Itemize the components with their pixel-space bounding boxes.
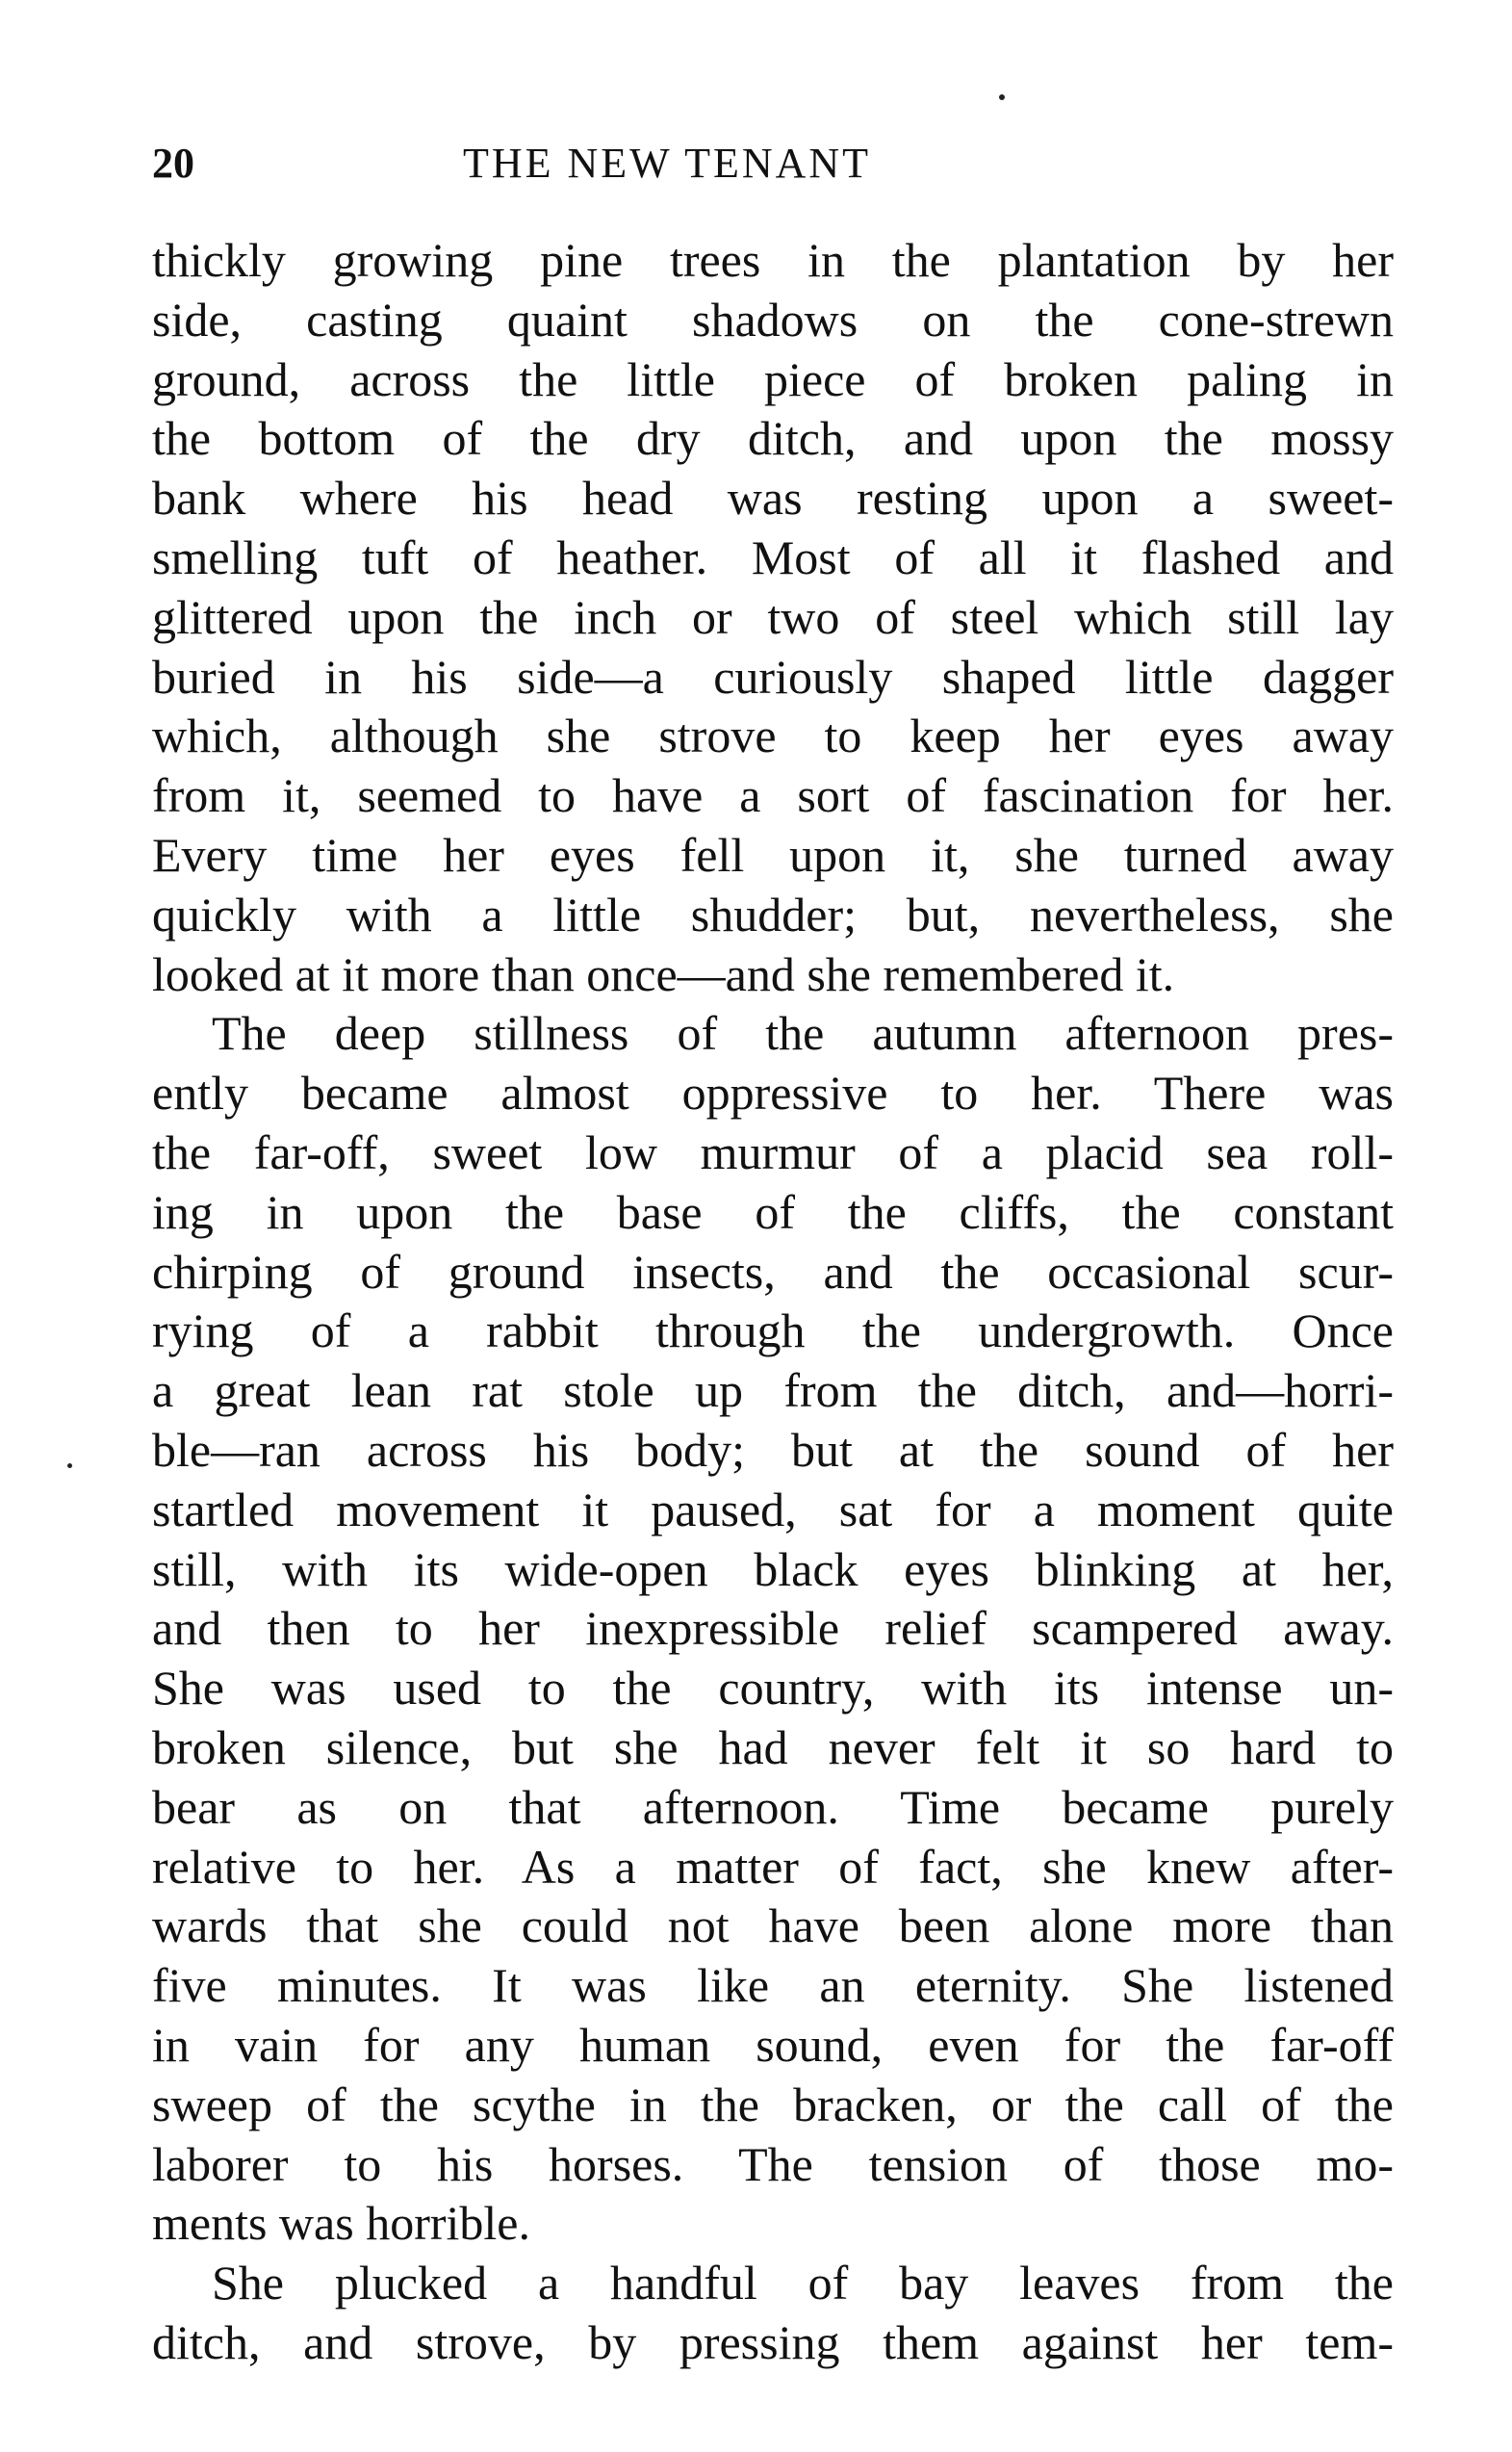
text-line: ditch, and strove, by pressing them against her tem-: [152, 2314, 1394, 2369]
text-line: thickly growing pine trees in the plantation by her: [152, 233, 1394, 287]
text-line: rying of a rabbit through the undergrowth. Once: [152, 1303, 1394, 1358]
text-line: glittered upon the inch or two of steel which still lay: [152, 589, 1394, 644]
text-line: the bottom of the dry ditch, and upon the mossy: [152, 411, 1394, 466]
ink-speck: [67, 1463, 72, 1468]
text-line: five minutes. It was like an eternity. She listened: [152, 1958, 1394, 2013]
text-line: startled movement it paused, sat for a moment quite: [152, 1482, 1394, 1536]
paragraph: [152, 2254, 1394, 2373]
text-line: She was used to the country, with its intense un-: [152, 1661, 1394, 1716]
text-line: laborer to his horses. The tension of those mo-: [152, 2136, 1394, 2191]
text-line: still, with its wide-open black eyes blinking at her,: [152, 1541, 1394, 1596]
text-line: She plucked a handful of bay leaves from the: [212, 2256, 1394, 2310]
text-line: relative to her. As a matter of fact, she knew after-: [152, 1839, 1394, 1894]
text-line: ments was horrible.: [152, 2196, 530, 2251]
text-line: wards that she could not have been alone more than: [152, 1898, 1394, 1953]
text-line: from it, seemed to have a sort of fascination for her.: [152, 768, 1394, 823]
paragraph: [152, 1004, 1394, 2254]
text-line: broken silence, but she had never felt it so hard to: [152, 1719, 1394, 1774]
text-line: chirping of ground insects, and the occasional scur-: [152, 1244, 1394, 1299]
body-text: [152, 231, 1394, 2373]
paragraph: [152, 231, 1394, 1004]
text-line: ently became almost oppressive to her. There was: [152, 1066, 1394, 1121]
text-line: bear as on that afternoon. Time became purely: [152, 1779, 1394, 1834]
text-line: side, casting quaint shadows on the cone-strewn: [152, 292, 1394, 347]
text-line: Every time her eyes fell upon it, she turned away: [152, 827, 1394, 882]
text-line: in vain for any human sound, even for the far-off: [152, 2017, 1394, 2072]
page-number: 20: [152, 140, 194, 187]
text-line: the far-off, sweet low murmur of a placid sea roll-: [152, 1124, 1394, 1179]
text-line: which, although she strove to keep her eyes away: [152, 709, 1394, 763]
text-line: buried in his side—a curiously shaped little dagger: [152, 649, 1394, 704]
text-line: ing in upon the base of the cliffs, the constant: [152, 1184, 1394, 1239]
text-line: ble—ran across his body; but at the sound of her: [152, 1422, 1394, 1477]
text-line: bank where his head was resting upon a sweet-: [152, 471, 1394, 526]
text-line: and then to her inexpressible relief scampered away.: [152, 1601, 1394, 1656]
text-line: The deep stillness of the autumn afternoon pres-: [212, 1006, 1394, 1061]
text-line: smelling tuft of heather. Most of all it flashed and: [152, 529, 1394, 584]
text-line: ground, across the little piece of broken paling in: [152, 351, 1394, 406]
text-line: quickly with a little shudder; but, nevertheless, she: [152, 887, 1394, 942]
page-header: [152, 135, 1394, 193]
text-line: a great lean rat stole up from the ditch, and—horri-: [152, 1363, 1394, 1418]
running-title: THE NEW TENANT: [462, 140, 872, 187]
text-line: looked at it more than once—and she remembered it.: [152, 946, 1175, 1001]
ink-speck: [999, 94, 1005, 100]
text-line: sweep of the scythe in the bracken, or the call of the: [152, 2077, 1394, 2131]
